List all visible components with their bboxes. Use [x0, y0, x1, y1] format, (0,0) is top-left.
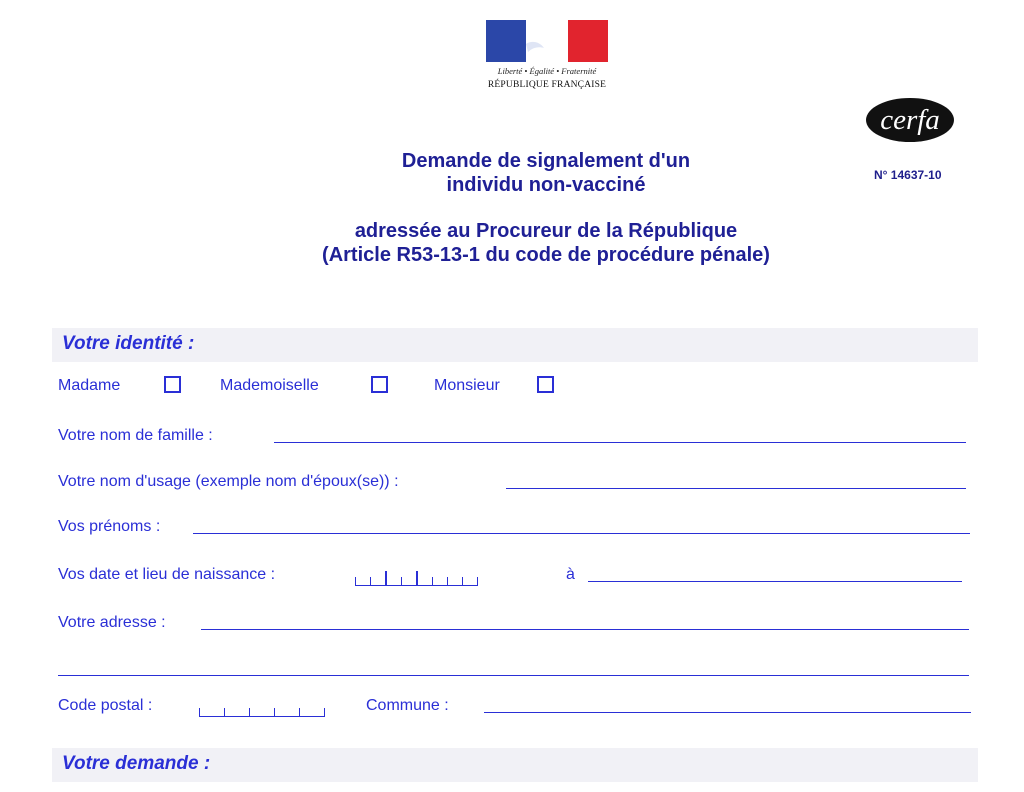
address-field-line-1[interactable] [201, 629, 969, 630]
birth-label: Vos date et lieu de naissance : [58, 566, 276, 583]
marianne-logo [486, 20, 608, 96]
cerfa-logo: cerfa [866, 98, 954, 142]
madame-checkbox[interactable] [164, 376, 181, 393]
madame-label: Madame [58, 377, 121, 394]
birth-place-prefix: à [566, 566, 575, 583]
mademoiselle-label: Mademoiselle [220, 377, 319, 394]
mademoiselle-checkbox[interactable] [371, 376, 388, 393]
postal-code-field[interactable] [199, 699, 325, 713]
commune-label: Commune : [366, 697, 449, 714]
address-field-line-2[interactable] [58, 675, 969, 676]
french-flag-icon [486, 20, 608, 62]
title-line-2: individu non-vacciné [446, 174, 646, 196]
family-name-label: Votre nom de famille : [58, 427, 213, 444]
title-line-3: adressée au Procureur de la République [354, 220, 738, 242]
first-names-field[interactable] [193, 533, 970, 534]
monsieur-checkbox[interactable] [537, 376, 554, 393]
cerfa-number: N° 14637-10 [874, 168, 942, 182]
commune-field[interactable] [484, 712, 971, 713]
logo-country: RÉPUBLIQUE FRANÇAISE [487, 80, 607, 90]
identity-section-title: Votre identité : [62, 333, 195, 354]
address-label: Votre adresse : [58, 614, 166, 631]
title-line-4: (Article R53-13-1 du code de procédure pénale) [322, 244, 770, 266]
request-section-title: Votre demande : [62, 753, 211, 774]
postal-code-label: Code postal : [58, 697, 153, 714]
usage-name-label: Votre nom d'usage (exemple nom d'époux(se)) : [58, 473, 399, 490]
family-name-field[interactable] [274, 442, 966, 443]
identity-section-header [52, 328, 978, 362]
usage-name-field[interactable] [506, 488, 966, 489]
birth-place-field[interactable] [588, 581, 962, 582]
birth-date-field[interactable] [355, 568, 478, 582]
title-line-1: Demande de signalement d'un [401, 150, 691, 172]
logo-motto: Liberté • Égalité • Fraternité [497, 66, 597, 76]
monsieur-label: Monsieur [434, 377, 500, 394]
first-names-label: Vos prénoms : [58, 518, 161, 535]
request-section-header [52, 748, 978, 782]
